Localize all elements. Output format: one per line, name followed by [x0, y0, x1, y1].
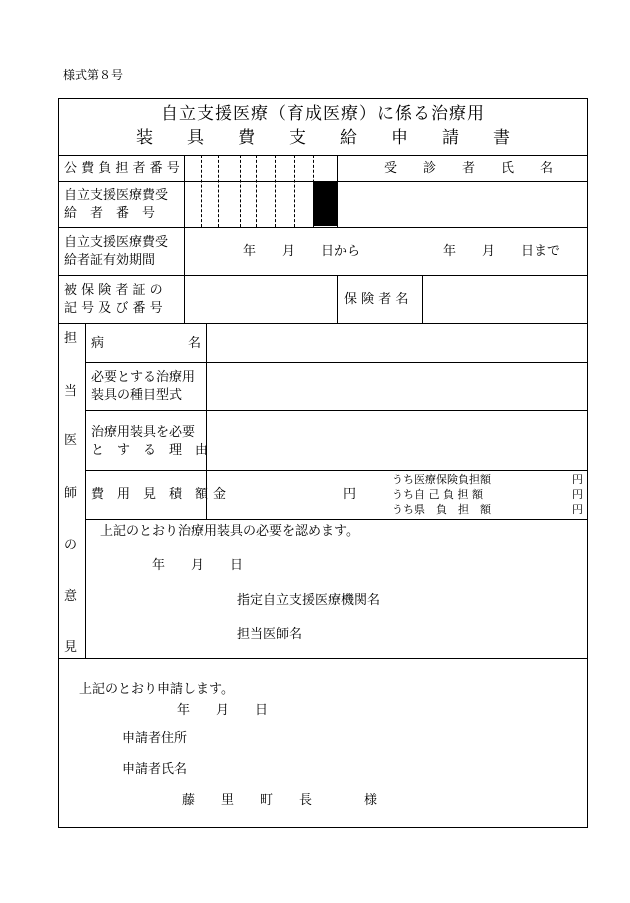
row-divider [85, 519, 588, 520]
col-divider [337, 275, 338, 323]
insured-card-label-l2: 記 号 及 び 番 号 [64, 301, 163, 316]
doctor-name-label: 担当医師名 [237, 627, 303, 642]
form-title-line2: 装 具 費 支 給 申 請 書 [136, 128, 510, 148]
row-divider [58, 227, 588, 228]
reason-label-l2: と す る 理 由 [91, 443, 209, 458]
digit-separator [275, 155, 276, 227]
certify-text: 上記のとおり治療用装具の必要を認めます。 [100, 524, 359, 539]
validity-to: 年 月 日まで [443, 244, 561, 259]
digit-separator [201, 155, 202, 227]
doctor-opinion-char: の [64, 538, 78, 553]
breakdown-insurance-unit: 円 [572, 473, 583, 486]
digit-separator [218, 155, 219, 227]
row-divider [58, 155, 588, 156]
reason-label-l1: 治療用装具を必要 [91, 425, 196, 440]
col-divider [85, 323, 86, 658]
recipient-number-label-l2: 給 者 番 号 [64, 206, 156, 221]
breakdown-prefecture-label: うち県 負 担 額 [392, 503, 491, 516]
applicant-address-label: 申請者住所 [122, 731, 188, 746]
breakdown-prefecture-unit: 円 [572, 503, 583, 516]
row-divider [58, 275, 588, 276]
digit-separator [294, 155, 295, 227]
breakdown-insurance-label: うち医療保険負担額 [392, 473, 491, 486]
validity-label-l2: 給者証有効期間 [64, 253, 156, 268]
digit-separator [256, 155, 257, 227]
applicant-name-label: 申請者氏名 [122, 762, 188, 777]
public-payer-number-label: 公 費 負 担 者 番 号 [64, 161, 180, 176]
validity-label-l1: 自立支援医療費受 [64, 235, 169, 250]
doctor-opinion-char: 医 [64, 433, 78, 448]
validity-from: 年 月 日から [243, 244, 361, 259]
patient-name-label: 受 診 者 氏 名 [384, 161, 554, 176]
form-number: 様式第８号 [63, 68, 124, 82]
row-divider [85, 470, 588, 471]
cost-unit: 円 [343, 487, 357, 502]
application-date: 年 月 日 [177, 703, 269, 718]
col-divider [422, 275, 423, 323]
form-title-line1: 自立支援医療（育成医療）に係る治療用 [161, 104, 485, 124]
disease-name-label-b: 名 [188, 336, 202, 351]
row-divider [85, 362, 588, 363]
cost-prefix: 金 [213, 487, 227, 502]
col-divider [184, 155, 185, 323]
certify-date: 年 月 日 [152, 558, 244, 573]
insured-card-label-l1: 被 保 険 者 証 の [64, 283, 163, 298]
addressee: 藤 里 町 長 様 [182, 793, 378, 808]
doctor-opinion-char: 当 [64, 384, 78, 399]
row-divider [58, 658, 588, 659]
digit-separator [240, 155, 241, 227]
check-digit-black-box [313, 182, 338, 226]
insurer-name-label: 保 険 者 名 [344, 292, 409, 307]
disease-name-label-a: 病 [91, 336, 105, 351]
recipient-number-label-l1: 自立支援医療費受 [64, 188, 169, 203]
institution-label: 指定自立支援医療機関名 [237, 593, 381, 608]
breakdown-self-unit: 円 [572, 488, 583, 501]
row-divider [58, 323, 588, 324]
breakdown-self-label: うち自 己 負 担 額 [392, 488, 483, 501]
doctor-opinion-char: 担 [64, 331, 78, 346]
row-divider [85, 410, 588, 411]
cost-estimate-label: 費 用 見 積 額 [91, 487, 209, 502]
application-text: 上記のとおり申請します。 [79, 682, 234, 697]
doctor-opinion-char: 師 [64, 486, 78, 501]
doctor-opinion-char: 見 [64, 640, 78, 655]
doctor-opinion-char: 意 [64, 589, 78, 604]
device-type-label-l1: 必要とする治療用 [91, 370, 196, 385]
device-type-label-l2: 装具の種目型式 [91, 388, 183, 403]
